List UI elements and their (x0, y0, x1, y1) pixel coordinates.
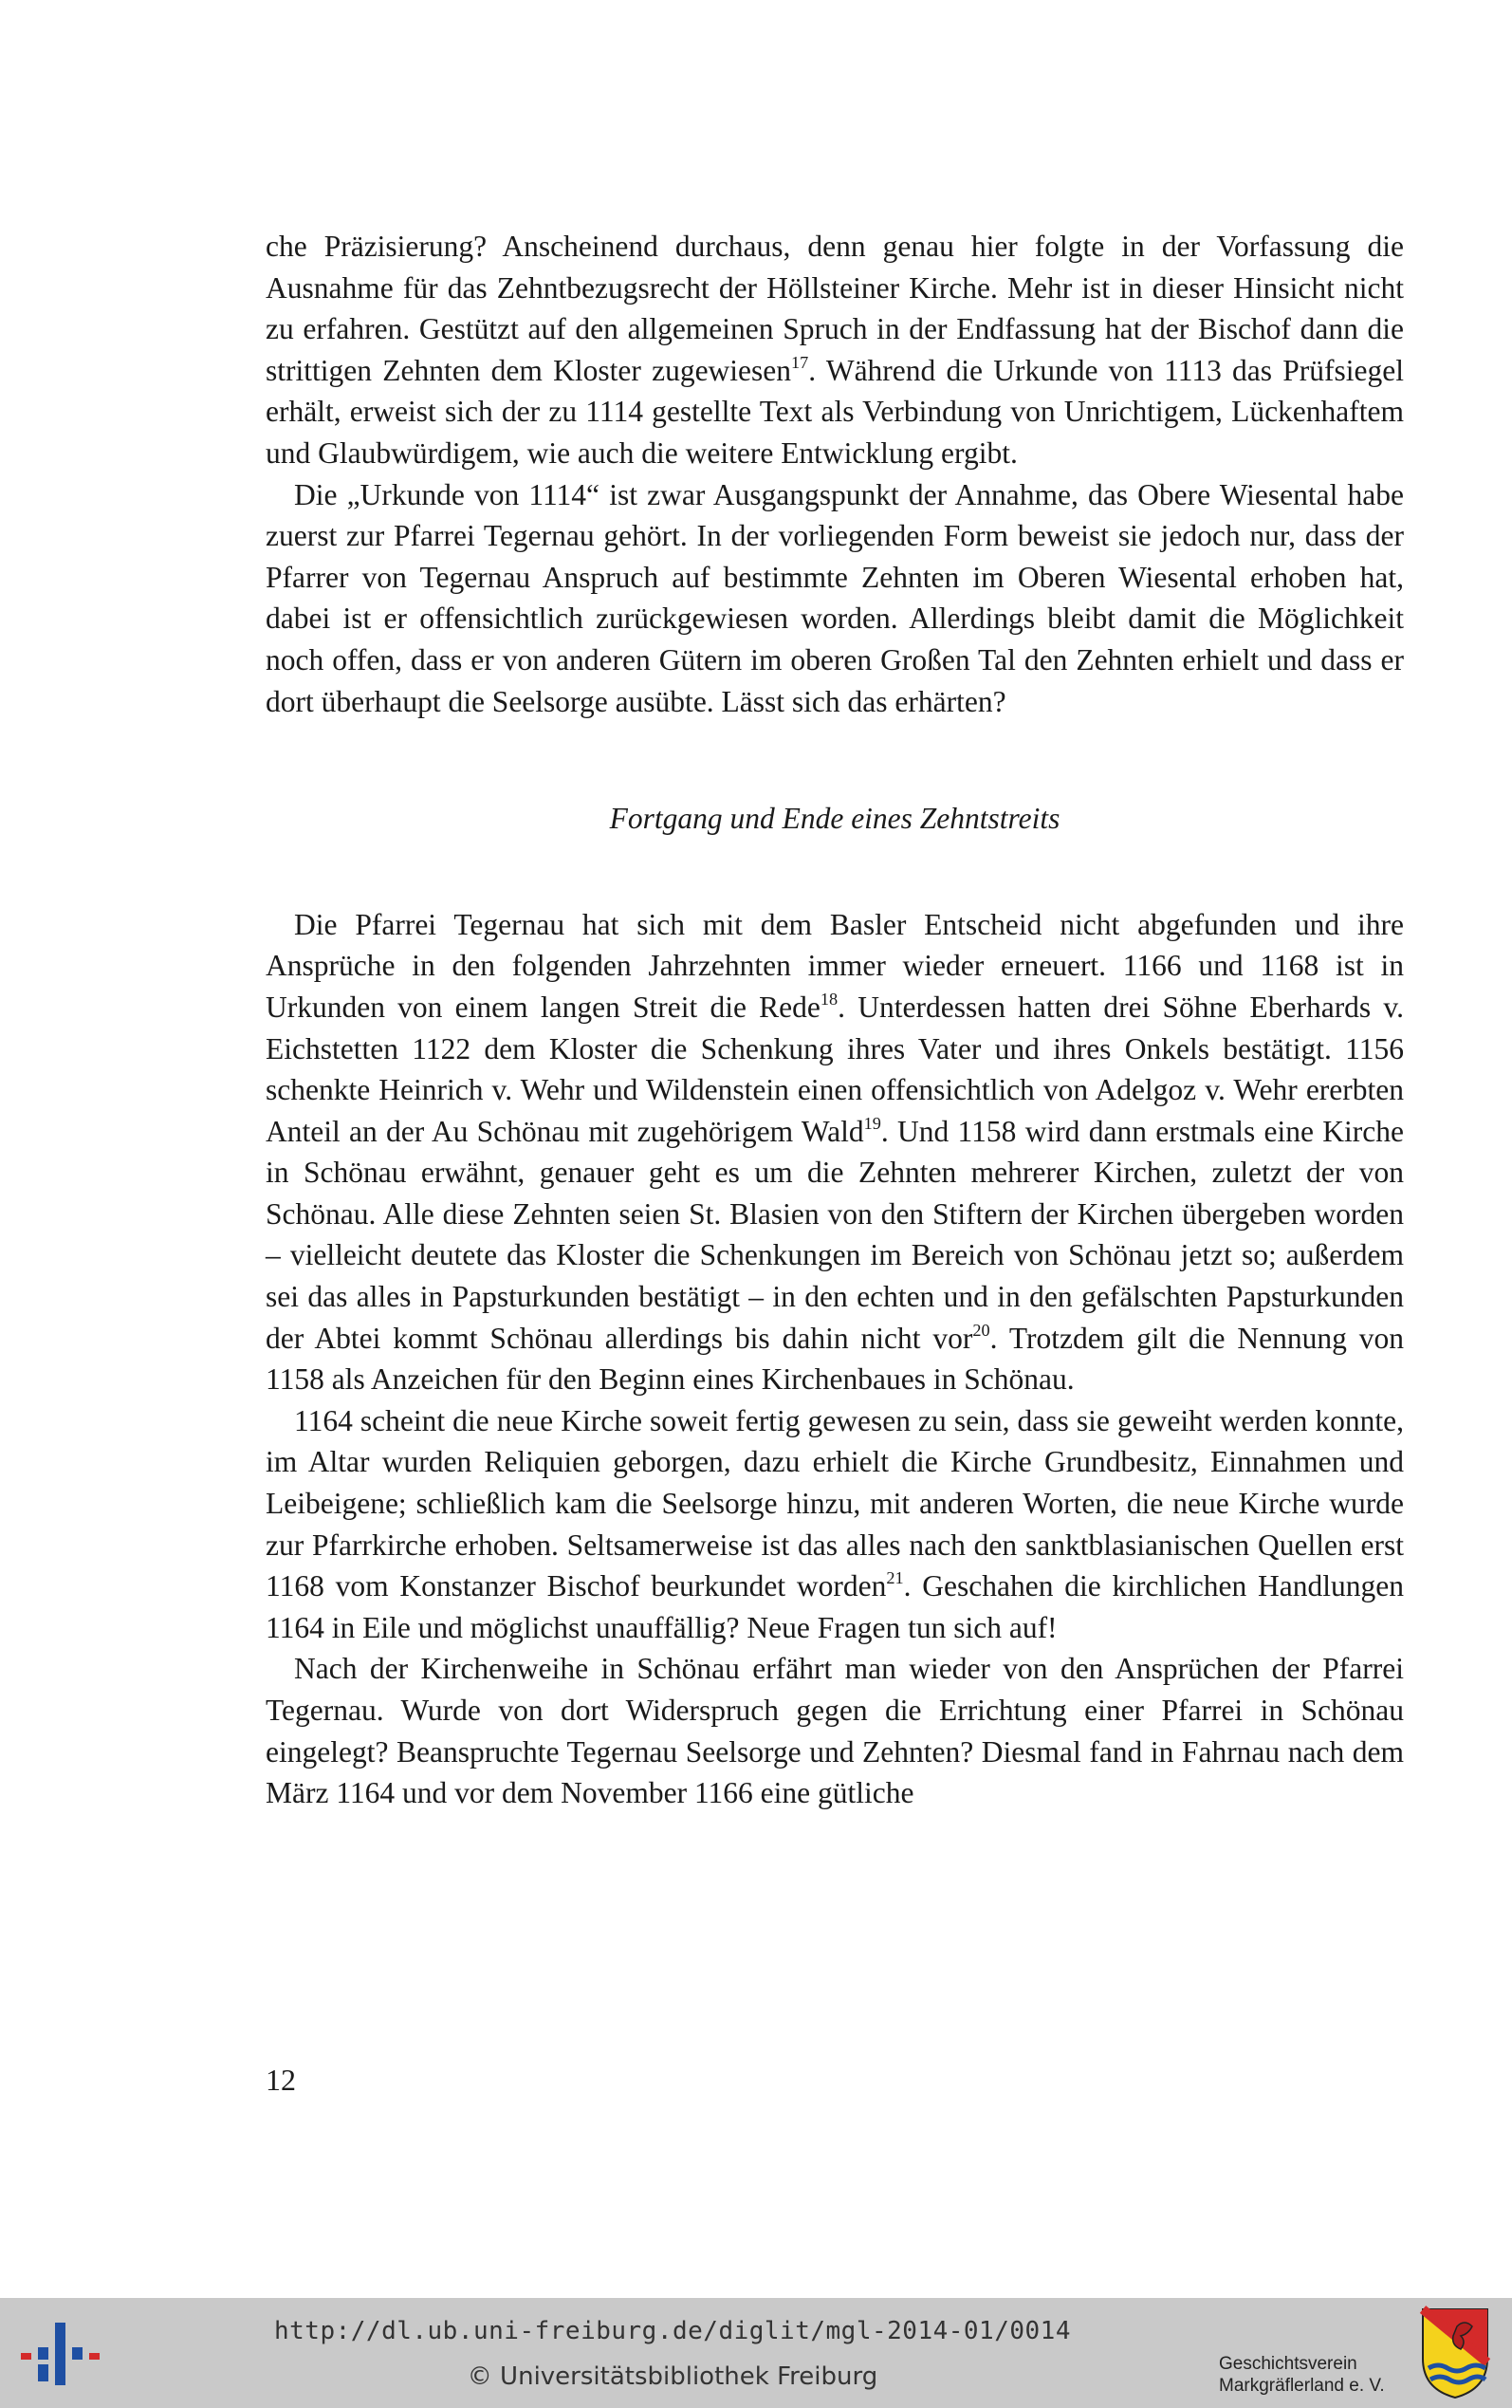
society-name (1219, 2353, 1409, 2397)
section-heading: Fortgang und Ende eines Zehntstreits (609, 802, 1060, 836)
footnote-ref-18[interactable]: 18 (820, 989, 839, 1009)
footnote-ref-19[interactable]: 19 (863, 1113, 881, 1133)
paragraph-5: Nach der Kirchenweihe in Schönau erfährt man wieder von den Ansprüchen der Pfarrei Tegernau. Wurde von dort Widerspruch gegen die Errichtung einer Pfarrei in Schönau eingelegt? Beanspruchte Tegernau Seelsorge und Zehnten? Diesmal fand in Fahrnau nach dem März 1164 und vor dem November 1166 eine gütliche (266, 1652, 1404, 1810)
paragraph-1: che Präzisierung? Anscheinend durchaus, denn genau hier folgte in der Vorfassung die Ausnahme für das Zehntbezugsrecht der Höllsteiner Kirche. Mehr ist in dieser Hinsicht nicht zu erfahren. Gestützt auf den allgemeinen Spruch in der Endfassung hat der Bischof dann die strittigen Zehnten dem Kloster zugewiesen$^{17}$. Während die Urkunde von 1113 das Prüfsiegel erhält, erweist sich der zu 1114 gestellte Text als Verbindung von Unrichtigem, Lückenhaftem und Glaubwürdigem, wie auch die weitere Entwicklung ergibt. (266, 230, 1404, 470)
paragraph-2: Die „Urkunde von 1114“ ist zwar Ausgangspunkt der Annahme, das Obere Wiesental habe zuerst zur Pfarrei Tegernau gehört. In der vorliegenden Form beweist sie jedoch nur, dass der Pfarrer von Tegernau Anspruch auf bestimmte Zehnten im Oberen Wiesental erhoben hat, dabei ist er offensichtlich zurückgewiesen worden. Allerdings bleibt damit die Möglichkeit noch offen, dass er von anderen Gütern im oberen Großen Tal den Zehnten erhielt und dass er dort überhaupt die Seelsorge ausübte. Lässt sich das erhärten? (266, 477, 1404, 718)
source-url-link[interactable]: http://dl.ub.uni-freiburg.de/diglit/mgl-2014-01/0014 (274, 2317, 1071, 2345)
page-number: 12 (266, 2063, 296, 2097)
footer-bar (0, 2298, 1512, 2408)
coat-of-arms-icon (1419, 2306, 1491, 2400)
society-line-1: Geschichtsverein (1219, 2354, 1357, 2374)
body-text (266, 226, 1404, 1814)
paragraph-3: Die Pfarrei Tegernau hat sich mit dem Basler Entscheid nicht abgefunden und ihre Ansprüche in den folgenden Jahrzehnten immer wieder erneuert. 1166 und 1168 ist in Urkunden von einem langen Streit die Rede$^{18}$. Unterdessen hatten drei Söhne Eberhards v. Eichstetten 1122 dem Kloster die Schenkung ihres Vater und ihres Onkels bestätigt. 1156 schenkte Heinrich v. Wehr und Wildenstein einen offensichtlich von Adelgoz v. Wehr ererbten Anteil an der Au Schönau mit zugehörigem Wald$^{19}$. Und 1158 wird dann erstmals eine Kirche in Schönau erwähnt, genauer geht es um die Zehnten mehrerer Kirchen, zuletzt der von Schönau. Alle diese Zehnten seien St. Blasien von den Stiftern der Kirchen übergeben worden – vielleicht deutete das Kloster die Schenkungen im Bereich von Schönau jetzt so; außerdem sei das alles in Papsturkunden bestätigt – in den echten und in den gefälschten Papsturkunden der Abtei kommt Schönau allerdings bis dahin nicht vor$^{20}$. Trotzdem gilt die Nennung von 1158 als Anzeichen für den Beginn eines Kirchenbaues in Schönau. (266, 907, 1404, 1397)
society-line-2: Markgräflerland e. V. (1219, 2376, 1385, 2396)
footnote-ref-17[interactable]: 17 (791, 352, 809, 372)
footnote-ref-20[interactable]: 20 (972, 1320, 990, 1340)
copyright-notice: © Universitätsbibliothek Freiburg (467, 2362, 878, 2391)
footnote-ref-21[interactable]: 21 (886, 1568, 904, 1588)
paragraph-4: 1164 scheint die neue Kirche soweit fertig gewesen zu sein, dass sie geweiht werden konnte, im Altar wurden Reliquien geborgen, dazu erhielt die Kirche Grundbesitz, Einnahmen und Leibeigene; schließlich kam die Seelsorge hinzu, mit anderen Worten, die neue Kirche wurde zur Pfarrkirche erhoben. Seltsamerweise ist das alles nach den sanktblasianischen Quellen erst 1168 vom Konstanzer Bischof beurkundet worden$^{21}$. Geschahen die kirchlichen Handlungen 1164 in Eile und möglichst unauffällig? Neue Fragen tun sich auf! (266, 1403, 1404, 1644)
